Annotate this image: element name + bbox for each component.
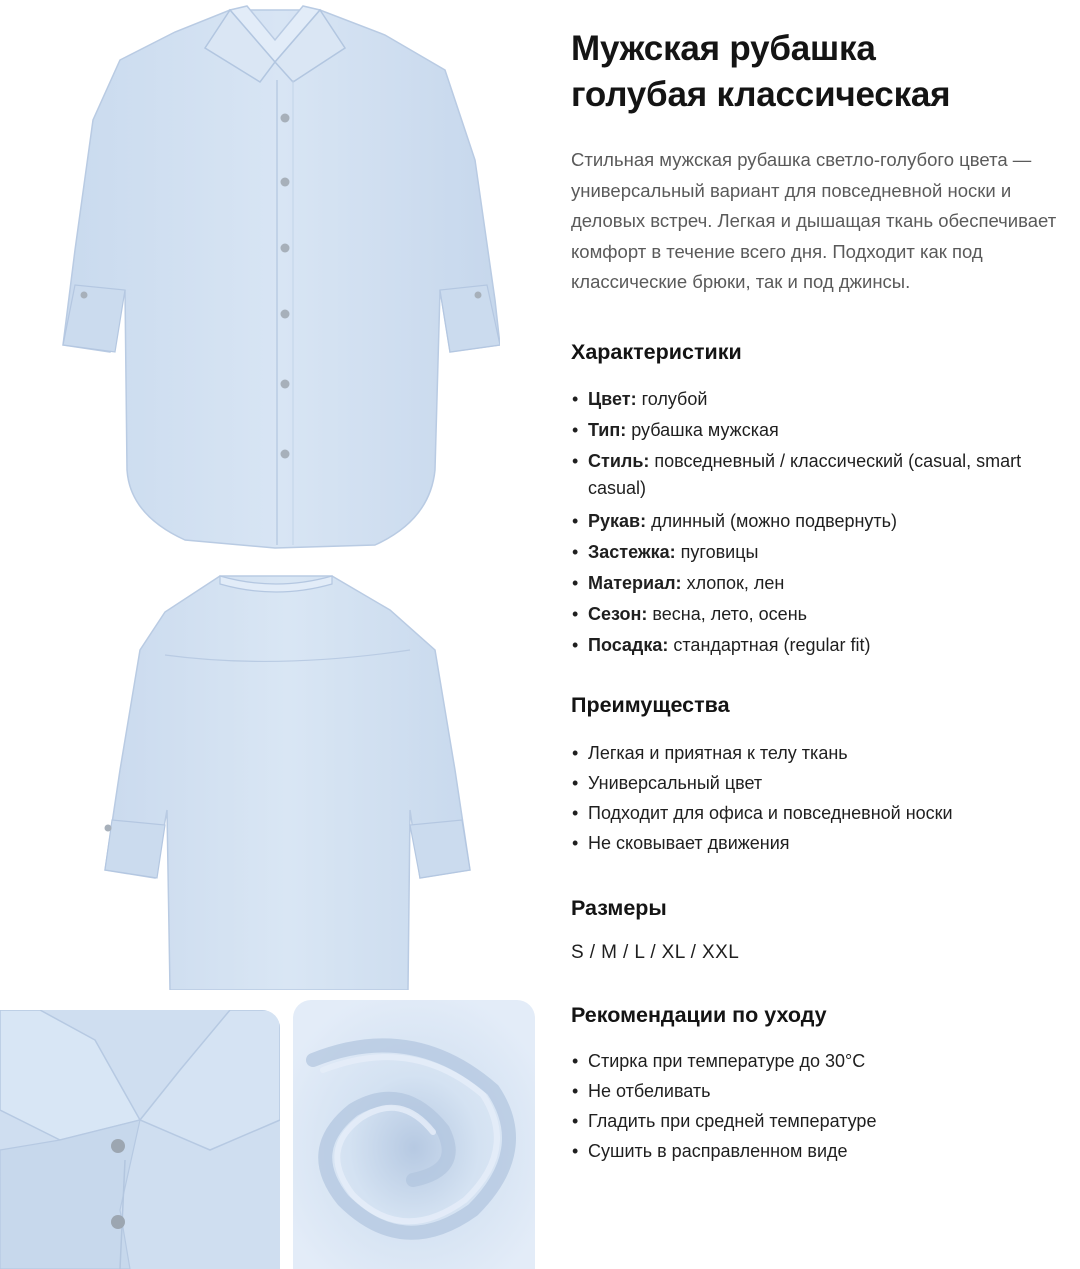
- product-info: [571, 26, 1066, 1166]
- care-item: • Стирка при температуре до 30°C: [571, 1046, 1066, 1076]
- advantage-item: • Подходит для офиса и повседневной носки: [571, 798, 1066, 828]
- characteristics-heading: Характеристики: [571, 339, 742, 364]
- spec-item: • Застежка: пуговицы: [571, 539, 1066, 566]
- advantage-item: • Универсальный цвет: [571, 768, 1066, 798]
- sizes-value: S / M / L / XL / XXL: [571, 941, 740, 963]
- spec-item: • Стиль: повседневный / классический (casual, smart casual): [571, 448, 1066, 502]
- spec-item: • Цвет: голубой: [571, 386, 1066, 413]
- sizes-heading: Размеры: [571, 895, 667, 920]
- advantages-heading: Преимущества: [571, 692, 730, 717]
- product-title: [571, 26, 1066, 118]
- spec-item: • Рукав: длинный (можно подвернуть): [571, 508, 1066, 535]
- title-line-2: голубая классическая: [571, 75, 951, 114]
- characteristics-list: [571, 386, 1066, 659]
- shirt-back-image: [70, 570, 480, 990]
- title-line-1: Мужская рубашка: [571, 29, 876, 68]
- spec-item: • Сезон: весна, лето, осень: [571, 601, 1066, 628]
- care-item: • Гладить при средней температуре: [571, 1106, 1066, 1136]
- product-description: Стильная мужская рубашка светло-голубого цвета — универсальный вариант для повседневной носки и деловых встреч. Легкая и дышащая ткань обеспечивает комфорт в течение всего дня. Подходит как под классические брюки, так и под джинсы.: [571, 149, 1057, 292]
- spec-item: • Материал: хлопок, лен: [571, 570, 1066, 597]
- spec-item: • Тип: рубашка мужская: [571, 417, 1066, 444]
- fabric-closeup-image: [293, 1000, 535, 1269]
- care-item: • Не отбеливать: [571, 1076, 1066, 1106]
- care-heading: Рекомендации по уходу: [571, 1002, 827, 1027]
- advantages-list: [571, 738, 1066, 858]
- care-item: • Сушить в расправленном виде: [571, 1136, 1066, 1166]
- spec-item: • Посадка: стандартная (regular fit): [571, 632, 1066, 659]
- advantage-item: • Не сковывает движения: [571, 828, 1066, 858]
- shirt-front-image: [55, 0, 500, 555]
- care-list: [571, 1046, 1066, 1166]
- collar-closeup-image: [0, 1010, 280, 1269]
- advantage-item: • Легкая и приятная к телу ткань: [571, 738, 1066, 768]
